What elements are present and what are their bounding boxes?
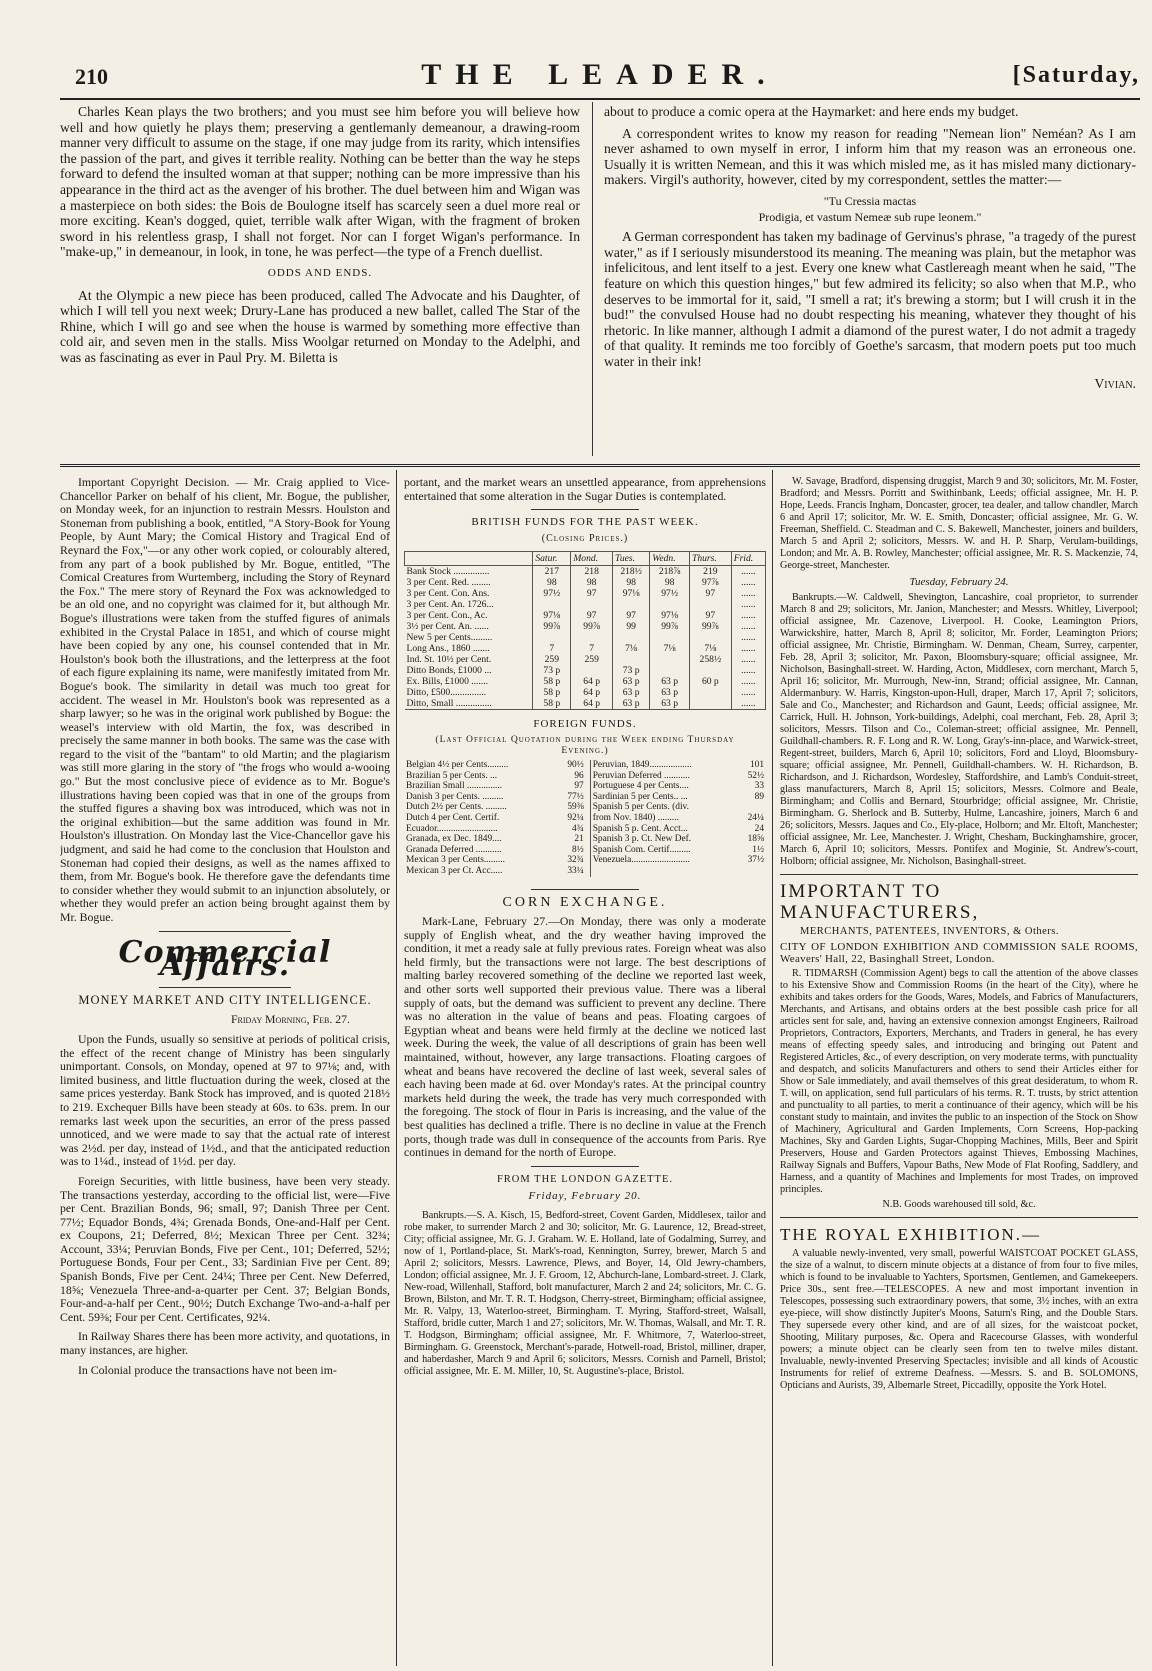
paragraph: At the Olympic a new piece has been produced, called The Advocate and his Daughter, of which I will tell you next week; Drury-Lane has produced a new ballet, called The Star of the Rhine, which I will go and see when the house is warmed by something more effective than cold air, and seven men in the stalls. Miss Woolgar returned on Monday to the Adelphi, and was as fascinating as ever in Paul Pry. M. Biletta is — [60, 287, 580, 365]
table-row — [404, 813, 766, 824]
table-row — [405, 588, 766, 599]
fund-name: Spanish 3 p. Ct. New Def. — [592, 834, 692, 845]
fund-name: 3 per Cent. Con., Ac. — [405, 610, 533, 621]
table-row — [405, 687, 766, 698]
signature: Vivian. — [1094, 375, 1136, 391]
fund-name: Ditto Bonds, £1000 ... — [405, 665, 533, 676]
section-subheading: ODDS AND ENDS. — [267, 266, 373, 279]
fund-price: 8½ — [555, 845, 590, 856]
column-1 — [60, 476, 390, 1666]
table-row — [404, 824, 766, 835]
corn-exchange-report: Mark-Lane, February 27.—On Monday, there was only a moderate supply of English wheat, and the dry weather having improved the condition, it met a ready sale at fully previous rates. Foreign wheat was also held firmly, but the transactions were not large. The best descriptions of malting barley recovered something of the decline we reported last week, and other sorts well supported their previous value. There was a liberal supply of oats, but the demand was sufficient to prevent any decline. There was no alteration in the value of beans and peas. Floating cargoes of Egyptian wheat and beans were held firmly at the decline we noticed last week. During the week, the value of all descriptions of grain has been well maintained, without, however, any large transactions. Floating cargoes of wheat and beans have recovered the decline of last week, several sales of each having been made at 6d. over Monday's rates. At the principal country markets held during the week, the trade has very much corresponded with the foregoing. The stock of flour in Paris is increasing, and the value of the best qualities has declined a trifle. There is no decline in value at the French ports, though trade was dull in consequence of the accounts from Paris. Rye continues in demand for the north of Europe. — [404, 914, 766, 1160]
column-3 — [780, 476, 1138, 1666]
gazette-heading: FROM THE LONDON GAZETTE. — [496, 1173, 674, 1185]
verse-quote: Prodigia, et vastum Nemeæ sub rupe leonem." — [758, 209, 982, 224]
advertisement-body: R. TIDMARSH (Commission Agent) begs to call the attention of the above classes to his Extensive Show and Commission Rooms (in the heart of the City), where he exhibits and takes orders for the Goods, Wares, Models, and Fabrics of Manufacturers, Merchants, and Artisans, and obtains orders at the best possible cash price for all articles sent for sale, and, having an extensive connexion amongst Engineers, Railroad Proprietors, Contractors, Exporters, Merchants, and Traders in general, he has every means of effecting speedy sales, and introducing and bringing out Patent and Registered Articles, &c., of every description, on very moderate terms, with punctuality and despatch, and solicits Manufacturers and others to send their Articles either for Show or Sale immediately, and avail themselves of this great desideratum, to whom R. T. will, on application, send full particulars of his terms. R. T. trusts, by strict attention and punctuality to all parties, to merit a continuance of their agency, which will be his constant study to maintain, and invites the public to an inspection of the Stock on Show of Machinery, Agricultural and Garden Implements, Corn Screens, Hop-packing Machines, Sky and Garden Lights, Sugar-Chopping Machines, Mills, Beer and Spirit Preservers, House and Garden Protectors against Thieves, Embossing Machines, Railway Signals and Buffers, Vapour Baths, New Mode of Flat Roofing, Saddlery, and Harness, and a quantity of Machines and Implements for most Trades, on improved principles. — [780, 968, 1138, 1195]
fund-price: 77½ — [555, 792, 590, 803]
fund-price: 21 — [555, 834, 590, 845]
fund-price: 18⅝ — [747, 834, 764, 845]
commercial-affairs-heading: Commercial Affairs. — [118, 934, 332, 984]
fund-price: ...... — [731, 676, 765, 687]
fund-price: 63 p — [650, 698, 690, 710]
fund-price — [533, 599, 571, 610]
advertisement-note: N.B. Goods warehoused till sold, &c. — [882, 1199, 1036, 1210]
fund-price: 218½ — [613, 566, 650, 578]
fund-price: 99⅞ — [650, 621, 690, 632]
foreign-funds-table — [404, 760, 766, 877]
column-divider — [772, 470, 773, 1666]
fund-price: 97½ — [650, 588, 690, 599]
fund-price: 258½ — [689, 654, 731, 665]
fund-price: 99⅞ — [689, 621, 731, 632]
table-row — [405, 599, 766, 610]
paragraph: A German correspondent has taken my badinage of Gervinus's phrase, "a tragedy of the purest water," as if I seriously misunderstood its meaning. The meaning was plain, but the metaphor was infelicitous, and lent itself to a jest. Every one knew what Castlereagh meant when he said, "The feature on which this question hinges," but few admired its felicity; so also when that M.P., who deserves to be immortal for it, said, "I smell a rat; it's brewing a storm; but I will crush it in the bud!" the convulsed House had no doubt respecting his meaning, whatever they thought of his rhetoric. In like manner, although I admit a diamond of the purest water, I do not admit a tragedy of that quality. It reminds me too forcibly of Goethe's sarcasm, that modern poets put too much water in their ink! — [604, 229, 1136, 369]
fund-price: 64 p — [571, 698, 613, 710]
advertisement-venue: CITY OF LONDON EXHIBITION AND COMMISSION SALE ROOMS, Weavers' Hall, 22, Basinghall Street, London. — [780, 941, 1138, 965]
column-divider — [592, 102, 593, 456]
fund-price: 90½ — [555, 760, 590, 771]
fund-price: ...... — [731, 588, 765, 599]
copyright-decision-article: Important Copyright Decision. — Mr. Craig applied to Vice-Chancellor Parker on behalf of his client, Mr. Bogue, the publisher, on Monday week, for an injunction to restrain Messrs. Houlston and Stoneman from publishing a book, entitled, "A Story-Book for Young People, by Aunt Mary; the Comical History and Tragical End of Reynard the Fox,"—or any other work copied, or colourably altered, from any part of a book published by Mr. Bogue, entitled, "The Comical Creatures from Wurtemberg, including the Story of Reynard the Fox." The mere story of Reynard the Fox was acknowledged to be an old one, and no copyright was claimed for it, but although Mr. Bogue's illustrations were taken from the stuffed figures of animals exhibited in the Crystal Palace in 1851, and which of course might have been copied by any one, his counsel contended that in Mr. Houlston's book both the illustrations, and the letterpress at the foot of each figure explaining its name, were manifestly imitated from Mr. Bogue's book. The similarity in detail was much too great for accident. The weasel in Mr. Houlston's book was represented as a sharp lawyer; so he was in the original work published by Bogue: the weasel's interview with old Martin, the fox, was described in precisely the same manner in both books. The same was the case with regard to the visit of the "bantam" to old Martin; and the plagiarism was still more glaring in the story of "the frogs who would a-wooing go." But the most conclusive piece of evidence as to Mr. Bogue's illustrations having been copied was that in one of the groups from the stuffed figures a shaving box was introduced, which was not in the original exhibition—but the same addition was found in Mr. Houlston's illustration. On Monday last the Vice-Chancellor gave his judgment, and said he had come to the conclusion that Houlston and Stoneman had copied their designs, as well as the names affixed to them, from Mr. Bogue's book. He therefore gave the defendants time to consider whether they would submit to an injunction absolutely, or whether they would prefer an action being brought against them by Mr. Bogue. — [60, 476, 390, 924]
masthead-title: THE LEADER. — [421, 58, 779, 91]
fund-price: ...... — [731, 566, 765, 578]
fund-name: New 5 per Cents......... — [405, 632, 533, 643]
fund-price: 97 — [571, 588, 613, 599]
fund-price: 1½ — [752, 844, 764, 855]
paragraph: Upon the Funds, usually so sensitive at periods of political crisis, the effect of the recent change of Ministry has been singularly unimportant. Consols, on Monday, opened at 97 to 97⅛; and, with limited business, and little fluctuation during the week, closed at the same prices yesterday. Bank Stock has improved, and is quoted 218½ to 219. Exchequer Bills have been steady at 60s. to 63s. prem. In our remarks last week upon the securities, an error of the press passed unnoticed, and we were made to say that the actual rate of interest was 2½d. per day, instead of 1½d., and that the anticipated reduction was to 1¼d., instead of 1½d. per day. — [60, 1031, 390, 1169]
british-funds-column-header — [405, 552, 533, 566]
fund-price: 96 — [555, 771, 590, 782]
fund-price: 97 — [689, 610, 731, 621]
fund-price — [689, 698, 731, 710]
fund-price: 259 — [533, 654, 571, 665]
paragraph: portant, and the market wears an unsettled appearance, from apprehensions entertained that some alteration in the Sugar Duties is contemplated. — [404, 476, 766, 503]
separator — [780, 874, 1138, 875]
table-row — [404, 802, 766, 813]
separator — [531, 1166, 640, 1167]
fund-price: 92¼ — [555, 813, 590, 824]
british-funds-column-header: Tues. — [613, 552, 650, 566]
fund-name: Sardinian 5 per Cents.. ... — [592, 791, 688, 802]
fund-price: 73 p — [613, 665, 650, 676]
fund-price: 60 p — [689, 676, 731, 687]
fund-price: 58 p — [533, 687, 571, 698]
fund-name: Venezuela......................... — [592, 855, 690, 866]
section-rule — [60, 464, 1140, 467]
corn-exchange-heading: CORN EXCHANGE. — [502, 894, 668, 910]
fund-name — [590, 866, 737, 877]
table-row — [404, 834, 766, 845]
fund-price: 59⅜ — [555, 802, 590, 813]
fund-price — [613, 632, 650, 643]
gazette-date: Tuesday, February 24. — [909, 576, 1009, 588]
fund-price: 99 — [613, 621, 650, 632]
page-number: 210 — [75, 64, 108, 89]
fund-price: 97½ — [533, 588, 571, 599]
fund-price — [737, 866, 766, 877]
fund-price — [613, 599, 650, 610]
table-row — [405, 676, 766, 687]
table-row — [404, 845, 766, 856]
fund-price: 7⅛ — [613, 643, 650, 654]
british-funds-subheading: (Closing Prices.) — [541, 532, 629, 544]
money-market-date: Friday Morning, Feb. 27. — [230, 1012, 350, 1027]
separator — [531, 889, 640, 890]
paragraph: In Railway Shares there has been more activity, and quotations, in many instances, are higher. — [60, 1329, 390, 1358]
fund-price: 7⅛ — [650, 643, 690, 654]
table-row — [404, 866, 766, 877]
fund-price: ...... — [731, 687, 765, 698]
fund-name: Spanish 5 per Cents. (div. — [592, 802, 689, 813]
fund-price — [571, 599, 613, 610]
paragraph: Charles Kean plays the two brothers; and you must see him before you will believe how well and how quietly he plays them; preserving a gentlemanly demeanour, a drawing-room manner very difficult to assume on the stage, if one may judge from its rarity, which intensifies the passion of the part, and gives it terrible reality. Nothing can be better than the way he steps forward to defend the insulted woman at that supper; nothing can be more impressive than his appearance in the third act as the avenger of his brother. The duel between him and Wigan was a masterpiece on both sides: the Bois de Boulogne itself has scarcely seen a duel more real or more exciting. Kean's dogged, quiet, terrible walk after Wigan, with the fragment of broken sword in his relentless grasp, I shall not forget. Nor can I forget Wigan's performance. In "make-up," in demeanour, in look, in tone, he was perfect—the type of a French duellist. — [60, 104, 580, 260]
fund-price: ...... — [731, 654, 765, 665]
fund-name: Peruvian Deferred ........... — [592, 770, 690, 781]
fund-price: 24 — [754, 823, 764, 834]
foreign-funds-subheading: (Last Official Quotation during the Week ending Thursday Evening.) — [435, 733, 735, 756]
fund-price: 58 p — [533, 698, 571, 710]
verse-quote: "Tu Cressia mactas — [823, 193, 917, 208]
column-2 — [404, 476, 766, 1666]
fund-name: Ditto, Small ............... — [405, 698, 533, 710]
gazette-bankrupts: Bankrupts.—S. A. Kisch, 15, Bedford-street, Covent Garden, Middlesex, tailor and robe maker, to surrender March 2 and 30; solicitor, Mr. G. Laurence, 12, Bread-street, City; official assignee, Mr. G. J. Graham. W. E. Holland, late of Godalming, Surrey, and now of 1, Portland-place, St. Mark's-road, Kennington, Surrey, brewer, March 5 and April 2; solicitors, Messrs. Lawrence, Plews, and Boyer, 14, Old Jewry-chambers, London; official assignee, Mr. J. F. Groom, 12, Abchurch-lane, Lombard-street. J. Clark, New-road, Willenhall, Stafford, bolt manufacturer, March 2 and 24; solicitors, Mr. C. G. Brown, Bilston, and Mr. T. R. T. Hodgson, Cherry-street, Birmingham; official assignee, Mr. R. Valpy, 13, Waterloo-street, Birmingham. T. Myring, Stafford-street, Walsall, Stafford, bridle cutter, March 1 and 27; solicitors, Mr. W. Thomas, Walsall, and Mr. T. R. T. Hodgson, Birmingham; official assignee, Mr. F. Whitmore, 7, Waterloo-street, Birmingham. G. Greenstock, Merchant's-parade, Hotwell-road, Bristol, milliner, draper, and haberdasher, March 9 and April 6; solicitors, Messrs. Cornish and Parnell, Bristol; official assignee, Mr. E. M. Miller, 10, St. Augustine's-place, Bristol. — [404, 1209, 766, 1377]
british-funds-column-header: Wedn. — [650, 552, 690, 566]
fund-price: ...... — [731, 698, 765, 710]
fund-price: 63 p — [613, 676, 650, 687]
table-row — [405, 698, 766, 710]
fund-price: 97⅛ — [533, 610, 571, 621]
table-row — [404, 771, 766, 782]
fund-name: Bank Stock ............... — [405, 566, 533, 578]
separator — [159, 931, 291, 932]
advertisement-subtitle: MERCHANTS, PATENTEES, INVENTORS, & Others. — [800, 926, 1060, 937]
fund-price: 73 p — [533, 665, 571, 676]
fund-price: 98 — [571, 577, 613, 588]
fund-price: ...... — [731, 599, 765, 610]
fund-price: ...... — [731, 643, 765, 654]
money-market-heading: MONEY MARKET AND CITY INTELLIGENCE. — [78, 992, 372, 1007]
fund-price — [689, 599, 731, 610]
fund-price: ...... — [731, 665, 765, 676]
fund-name: Ind. St. 10½ per Cent. — [405, 654, 533, 665]
fund-price: 101 — [749, 759, 764, 770]
advertisement-title: IMPORTANT TO MANUFACTURERS, — [780, 881, 980, 923]
fund-price: 98 — [613, 577, 650, 588]
theatre-column-right — [604, 104, 1136, 456]
table-row — [404, 781, 766, 792]
fund-price: ...... — [731, 621, 765, 632]
fund-price — [650, 654, 690, 665]
fund-price — [613, 654, 650, 665]
fund-price: 32¾ — [555, 855, 590, 866]
gazette-bankrupts-continued: W. Savage, Bradford, dispensing druggist, March 9 and 30; solicitors, Mr. M. Foster, Bradford; and Messrs. Porritt and Swithinbank, Leeds; official assignee, Mr. H. P. Hope, Leeds. Francis Ingham, Doncaster, grocer, tea dealer, and tallow chandler, March 6 and April 17; solicitor, Mr. W. E. Smith, Doncaster; official assignee, Mr. G. W. Freeman, Sheffield. C. Steadman and C. S. Bakewell, Manchester, joiners and builders, March 5 and April 2; solicitors, Messrs. W. and H. P. Sharp, Verulam-buildings, London; and Mr. A. B. Rowley, Manchester; official assignee, Mr. R. S. Mackenzie, 74, George-street, Manchester. — [780, 476, 1138, 571]
paragraph: A correspondent writes to know my reason for reading "Nemean lion" Neméan? As I am never ashamed to own myself in error, I inform him that my reason was an erroneous one. Usually it is written Nemean, and this it was which misled me, as it has misled many dictionary-makers. Virgil's authority, however, cited by my correspondent, settles the matter:— — [604, 125, 1136, 188]
fund-price: ...... — [731, 610, 765, 621]
fund-name: Portuguese 4 per Cents.... — [592, 781, 689, 792]
fund-name: 3 per Cent. An. 1726... — [405, 599, 533, 610]
table-row — [405, 566, 766, 578]
fund-price: 97 — [571, 610, 613, 621]
fund-name: 3 per Cent. Red. ........ — [405, 577, 533, 588]
fund-price: 99⅞ — [571, 621, 613, 632]
table-row — [405, 643, 766, 654]
fund-price: 218⅞ — [650, 566, 690, 578]
fund-name: Danish 3 per Cents. ......... — [406, 791, 504, 802]
fund-price: 99⅞ — [533, 621, 571, 632]
fund-price — [650, 632, 690, 643]
fund-price: 64 p — [571, 687, 613, 698]
fund-price: 218 — [571, 566, 613, 578]
fund-price — [689, 632, 731, 643]
fund-price: ...... — [731, 632, 765, 643]
fund-price — [689, 665, 731, 676]
table-row — [405, 621, 766, 632]
fund-name: Brazilian Small ............... — [406, 781, 503, 792]
fund-price: 98 — [533, 577, 571, 588]
fund-price: 97⅛ — [650, 610, 690, 621]
fund-price: 259 — [571, 654, 613, 665]
fund-name: Peruvian, 1849.................. — [592, 759, 692, 770]
fund-price — [689, 687, 731, 698]
theatre-column-left — [60, 104, 580, 456]
fund-name: Ecuador.......................... — [406, 823, 498, 834]
british-funds-column-header: Mond. — [571, 552, 613, 566]
fund-price — [650, 599, 690, 610]
fund-price — [571, 665, 613, 676]
table-row — [405, 577, 766, 588]
british-funds-column-header: Satur. — [533, 552, 571, 566]
fund-name: Dutch 2½ per Cents. ......... — [406, 802, 507, 813]
fund-name: Mexican 3 per Cents......... — [406, 855, 505, 866]
paragraph: about to produce a comic opera at the Haymarket: and here ends my budget. — [604, 104, 1019, 119]
column-divider — [396, 470, 397, 1666]
fund-name: Ditto, £500............... — [405, 687, 533, 698]
fund-price: ...... — [731, 577, 765, 588]
fund-price: 217 — [533, 566, 571, 578]
british-funds-table — [404, 551, 766, 710]
fund-name: Spanish Com. Certif......... — [592, 844, 691, 855]
gazette-bankrupts: Bankrupts.—W. Caldwell, Shevington, Lancashire, coal proprietor, to surrender March 8 and 29; solicitors, Mr. Janion, Manchester; and Messrs. Whitley, Liverpool; official assignee, Mr. Cazenove, Liverpool. H. Cooke, Leamington Priors, Warwickshire, hatter, March 8, April 8; solicitor, Mr. Forder, Leamington Priors; official assignee, Mr. Christie, Birmingham. W. Denman, Cheam, Surrey, carpenter, Feb. 28, April 3; solicitor, Mr. Paxon, Bloomsbury-square; official assignee, Mr. Nicholson, Basinghall-street. W. Harding, Acton, Middlesex, corn merchant, March 5, April 16; solicitor, Mr. Murrough, New-inn, Strand; official assignee, Mr. Cannan, Aldermanbury. W. Harris, Kingston-upon-Hull, draper, March 17, April 7; solicitors, Sale and Co., Manchester; and Richardson and Gaunt, Leeds; official assignee, Mr. Carrick, Hull. H. Johnson, York-buildings, Adelphi, coal merchant, Feb. 28, April 3; solicitors, Messrs. Tilson and Co., Coleman-street; official assignee, Mr. Pennell, Guildhall-chambers. R. F. Long and R. W. Long, Gray's-inn-place, and Warwick-street, Regent-street, builders, March 6, April 10; solicitors, Ford and Lloyd, Bloomsbury-square; official assignee, Mr. Pennell, Guildhall-chambers. W. H. Richardson, B. Richardson, and J. Richardson, Wordesley, Staffordshire, and Lamb's Conduit-street, glass manufacturers, March 8, April 15; solicitors, Messrs. Colmore and Beale, Birmingham; and Collis and Bernard, Stourbridge; official assignee, Mr. Christie, Birmingham. G. Sherlock and B. Sutterby, Hulme, Lancashire, joiners, March 6 and 26; solicitors, Messrs. Jaques and Co., Ely-place, Holborn; and Mr. Eltoft, Manchester; official assignee, Mr. Lee, Manchester. J. Wright, Chesham, Buckinghamshire, grocer, March 6, April 10; solicitors, Messrs. Pontifex and Moginie, St. Andrew's-court, Holborn; official assignee, Mr. Nicholson, Basinghall-street. — [780, 592, 1138, 867]
fund-price: 64 p — [571, 676, 613, 687]
advertisement-title: THE ROYAL EXHIBITION.— — [780, 1225, 1042, 1244]
british-funds-column-header: Frid. — [731, 552, 765, 566]
fund-price: 52½ — [747, 770, 764, 781]
british-funds-column-header: Thurs. — [689, 552, 731, 566]
fund-price: 97 — [555, 781, 590, 792]
page-header — [60, 58, 1140, 98]
fund-price — [737, 802, 766, 813]
table-row — [404, 760, 766, 771]
fund-name: 3½ per Cent. An. ...... — [405, 621, 533, 632]
fund-price: 63 p — [613, 698, 650, 710]
fund-price: 97 — [613, 610, 650, 621]
table-row — [405, 665, 766, 676]
paragraph: Foreign Securities, with little business, have been very steady. The transactions yesterday, according to the official list, were—Five per Cent. Brazilian Bonds, 96; small, 97; Danish Three per Cent. 77½; Equador Bonds, 4¾; Grenada Bonds, One-and-Half per Cent. ex Coupons, 21; Deferred, 8½; Mexican Three per Cent. 32¾; Account, 33¼; Peruvian Bonds, Five per Cent., 101; Deferred, 52½; Portuguese Bonds, Four per Cent., 33; Sardinian Five per Cent. 89; Spanish Bonds, Five per Cent. 24¼; Three per Cent. New Deferred, 18⅝; Venezuela Three-and-a-quarter per Cent. 37; Belgian Bonds, Four-and-a-half per Cent., 90½; Dutch Exchange Two-and-a-half per Cent. 59⅜; Four per Cent. Certificates, 92¼. — [60, 1173, 390, 1324]
fund-name: Brazilian 5 per Cents. ... — [406, 770, 498, 781]
fund-name: Mexican 3 per Ct. Acc..... — [406, 865, 503, 876]
fund-price: 24¼ — [747, 812, 764, 823]
separator — [159, 987, 291, 988]
fund-price: 97⅞ — [689, 577, 731, 588]
fund-name: Dutch 4 per Cent. Certif. — [406, 812, 500, 823]
fund-name: Spanish 5 p. Cent. Acct... — [592, 823, 688, 834]
fund-price: 89 — [754, 791, 764, 802]
fund-name: Granada Deferred ........... — [406, 844, 502, 855]
separator — [780, 1217, 1138, 1218]
fund-price: 63 p — [650, 687, 690, 698]
fund-price: 98 — [650, 577, 690, 588]
fund-price: 33¼ — [555, 866, 590, 877]
fund-price: 33 — [754, 781, 764, 792]
foreign-funds-heading: FOREIGN FUNDS. — [533, 718, 637, 731]
fund-price — [533, 632, 571, 643]
fund-name: from Nov. 1840) ......... — [592, 812, 679, 823]
fund-price — [650, 665, 690, 676]
table-row — [404, 855, 766, 866]
fund-price — [571, 632, 613, 643]
fund-name: Belgian 4½ per Cents......... — [406, 759, 509, 770]
fund-price: 97⅛ — [613, 588, 650, 599]
fund-price: 97 — [689, 588, 731, 599]
fund-name: Long Ans., 1860 ....... — [405, 643, 533, 654]
fund-price: 219 — [689, 566, 731, 578]
fund-price: 4¾ — [555, 824, 590, 835]
table-row — [404, 792, 766, 803]
table-row — [405, 632, 766, 643]
table-row — [405, 654, 766, 665]
fund-price: 37½ — [747, 855, 764, 866]
header-rule — [60, 98, 1140, 100]
fund-name: 3 per Cent. Con. Ans. — [405, 588, 533, 599]
fund-name: Ex. Bills, £1000 ....... — [405, 676, 533, 687]
advertisement-body: A valuable newly-invented, very small, powerful WAISTCOAT POCKET GLASS, the size of a walnut, to discern minute objects at a distance of from four to five miles, which is found to be invaluable to Yachters, Sportsmen, Gentlemen, and Gamekeepers. Price 30s., sent free.—TELESCOPES. A new and most important invention in Telescopes, possessing such extraordinary powers, that some, 3½ inches, with an extra eye-piece, will show distinctly Jupiter's Moons, Saturn's Ring, and the Double Stars. They supersede every other kind, and are of all sizes, for the waistcoat pocket, Shooting, Military purposes, &c. Opera and Racecourse Glasses, with wonderful powers; a minute object can be clearly seen from ten to twelve miles distant. Invaluable, newly-invented Preserving Spectacles; invisible and all kinds of Acoustic Instruments for relief of extreme Deafness. —Messrs. S. and B. SOLOMONS, Opticians and Aurists, 39, Albemarle Street, Piccadilly, opposite the York Hotel. — [780, 1248, 1138, 1391]
separator — [531, 509, 640, 510]
fund-name: Granada, ex Dec. 1849.... — [406, 834, 502, 845]
fund-price: 63 p — [613, 687, 650, 698]
fund-price: 7⅛ — [689, 643, 731, 654]
fund-price: 7 — [533, 643, 571, 654]
table-row — [405, 610, 766, 621]
gazette-date: Friday, February 20. — [528, 1190, 642, 1203]
fund-price: 58 p — [533, 676, 571, 687]
paragraph: In Colonial produce the transactions have not been im- — [78, 1362, 337, 1377]
fund-price: 63 p — [650, 676, 690, 687]
fund-price: 7 — [571, 643, 613, 654]
british-funds-heading: BRITISH FUNDS FOR THE PAST WEEK. — [471, 516, 699, 529]
masthead-day: [Saturday, — [1012, 62, 1140, 88]
